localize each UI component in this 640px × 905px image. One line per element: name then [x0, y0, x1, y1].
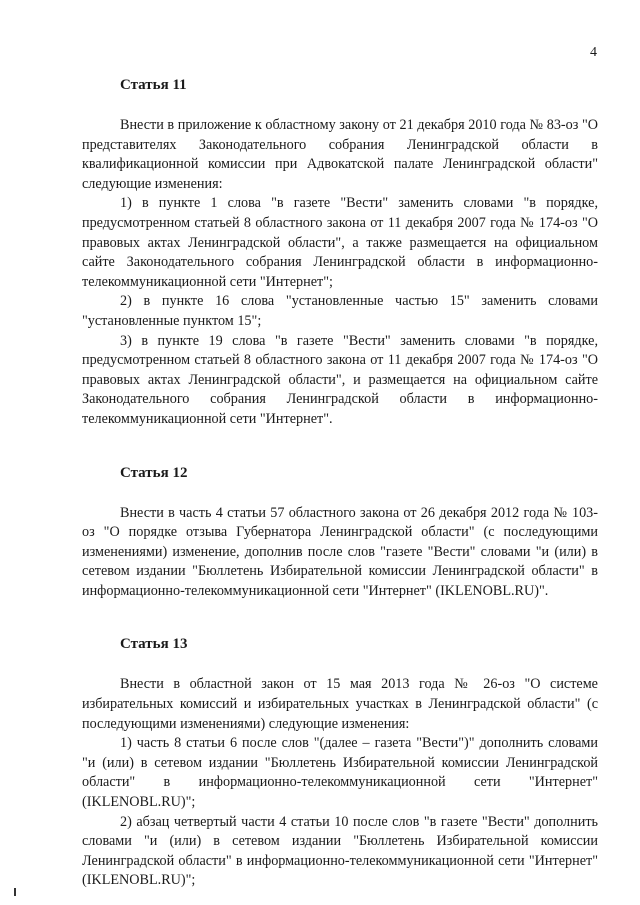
article-13	[82, 635, 598, 891]
article-paragraph: 2) абзац четвертый части 4 статьи 10 после слов "в газете "Вести" дополнить словами "и (или) в сетевом издании "Бюллетень Избирательной комиссии Ленинградской области" в информационно-телекоммуникационной сети "Интернет" (IKLENOBL.RU)";	[82, 813, 598, 889]
article-11	[82, 76, 598, 430]
article-paragraph: Внести в приложение к областному закону от 21 декабря 2010 года № 83-оз "О представителях Законодательного собрания Ленинградской области в квалификационной комиссии при Адвокатской палате Ленинградской области" следующие изменения:	[82, 117, 598, 192]
article-heading: Статья 12	[120, 464, 188, 481]
article-paragraph: Внести в часть 4 статьи 57 областного закона от 26 декабря 2012 года № 103-оз "О порядке отзыва Губернатора Ленинградской области" (с последующими изменениями) изменение, дополнив после слов "газете "Вести" словами "и (или) в сетевом издании "Бюллетень Избирательной комиссии Ленинградской области" в информационно-телекоммуникационной сети "Интернет" (IKLENOBL.RU)".	[82, 504, 598, 599]
article-paragraph: 1) в пункте 1 слова "в газете "Вести" заменить словами "в порядке, предусмотренном статьей 8 областного закона от 11 декабря 2007 года № 174-оз "О правовых актах Ленинградской области", а также размещается на официальном сайте Законодательного собрания Ленинградской области в информационно-телекоммуникационной сети "Интернет";	[82, 195, 598, 290]
article-heading: Статья 11	[120, 77, 187, 93]
page-number: 4	[590, 45, 597, 60]
article-paragraph: 1) часть 8 статьи 6 после слов "(далее – газета "Вести")" дополнить словами "и (или) в сетевом издании "Бюллетень Избирательной комиссии Ленинградской области" в информационно-телекоммуникационной сети "Интернет" (IKLENOBL.RU)";	[82, 735, 598, 811]
scan-margin-mark	[14, 888, 16, 896]
article-paragraph: 3) в пункте 19 слова "в газете "Вести" заменить словами "в порядке, предусмотренном статьей 8 областного закона от 11 декабря 2007 года № 174-оз "О правовых актах Ленинградской области", и размещается на официальном сайте Законодательного собрания Ленинградской области в информационно-телекоммуникационной сети "Интернет".	[82, 332, 598, 427]
article-12	[82, 464, 598, 602]
article-heading: Статья 13	[120, 636, 188, 653]
article-paragraph: 2) в пункте 16 слова "установленные частью 15" заменить словами "установленные пунктом 15";	[82, 293, 598, 329]
document-body	[82, 66, 598, 891]
article-paragraph: Внести в областной закон от 15 мая 2013 года № 26-оз "О системе избирательных комиссий и избирательных участках в Ленинградской области" (с последующими изменениями) следующие изменения:	[82, 676, 598, 732]
